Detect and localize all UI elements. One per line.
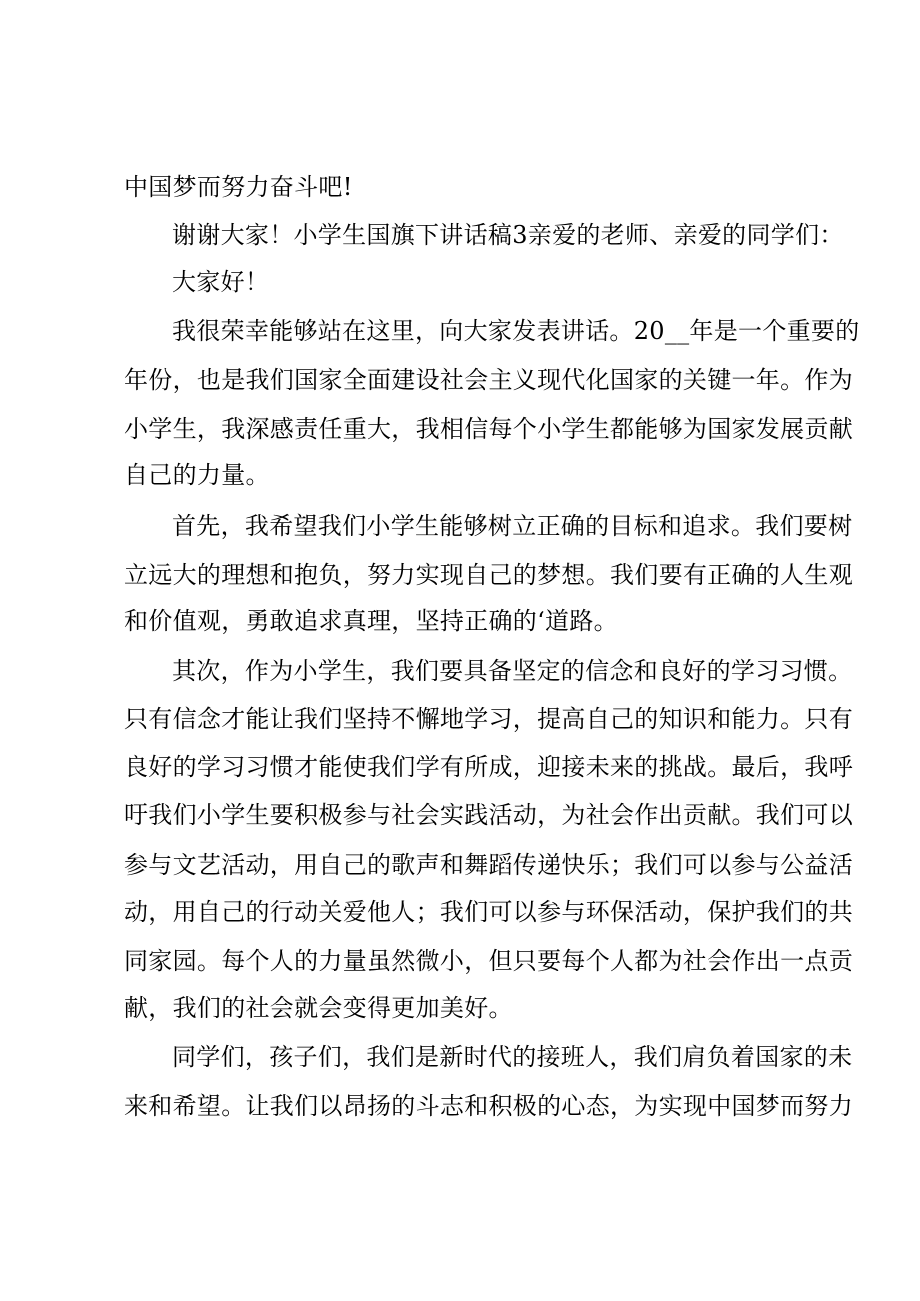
text-line: 吁我们小学生要积极参与社会实践活动，为社会作出贡献。我们可以 (124, 801, 853, 829)
text-line: 中国梦而努力奋斗吧! (124, 173, 353, 201)
text-line: 只有信念才能让我们坚持不懈地学习，提高自己的知识和能力。只有 (124, 705, 853, 733)
text-line: 小学生，我深感责任重大，我相信每个小学生都能够为国家发展贡献 (124, 415, 853, 443)
text-line: 大家好！ (172, 268, 270, 296)
text-line: 来和希望。让我们以昂扬的斗志和积极的心态，为实现中国梦而努力 (124, 1092, 853, 1120)
text-line: 我很荣幸能够站在这里，向大家发表讲话。20__年是一个重要的 (172, 317, 860, 345)
text-line: 其次，作为小学生，我们要具备坚定的信念和良好的学习习惯。 (172, 657, 853, 685)
text-line: 首先，我希望我们小学生能够树立正确的目标和追求。我们要树 (172, 512, 853, 540)
text-line: 动，用自己的行动关爱他人；我们可以参与环保活动，保护我们的共 (124, 898, 853, 926)
text-line: 同学们，孩子们，我们是新时代的接班人，我们肩负着国家的未 (172, 1043, 853, 1071)
text-line: 良好的学习习惯才能使我们学有所成，迎接未来的挑战。最后，我呼 (124, 753, 853, 781)
text-line: 和价值观，勇敢追求真理，坚持正确的‘道路。 (124, 607, 618, 635)
text-line: 谢谢大家！小学生国旗下讲话稿3亲爱的老师、亲爱的同学们： (172, 221, 844, 249)
text-line: 立远大的理想和抱负，努力实现自己的梦想。我们要有正确的人生观 (124, 561, 853, 589)
text-line: 自己的力量。 (124, 461, 270, 489)
text-line: 年份，也是我们国家全面建设社会主义现代化国家的关键一年。作为 (124, 366, 853, 394)
text-line: 同家园。每个人的力量虽然微小，但只要每个人都为社会作出一点贡 (124, 947, 853, 975)
text-line: 献，我们的社会就会变得更加美好。 (124, 994, 513, 1022)
text-line: 参与文艺活动，用自己的歌声和舞蹈传递快乐；我们可以参与公益活 (124, 851, 853, 879)
